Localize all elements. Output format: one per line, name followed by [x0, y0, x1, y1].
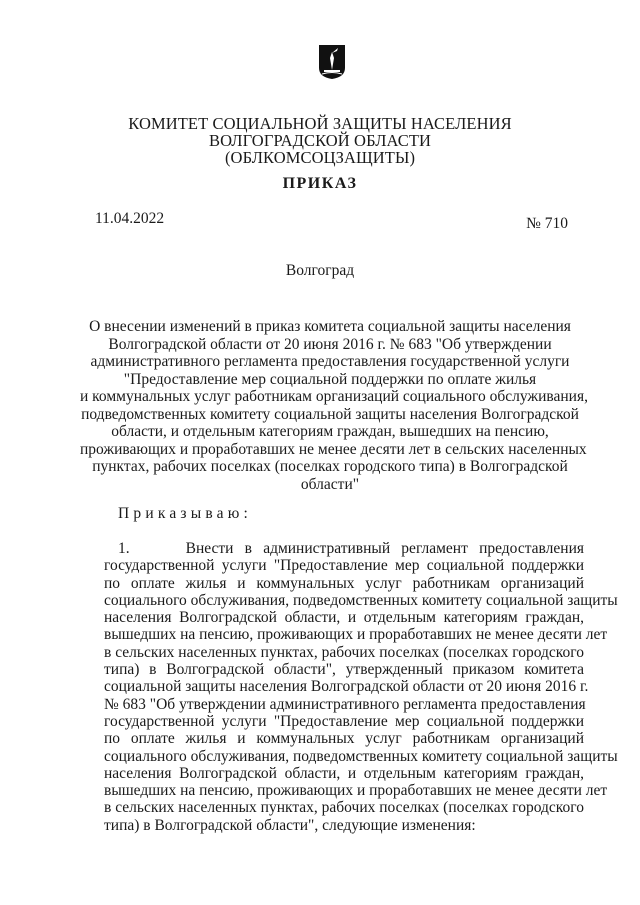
organization-name	[0, 115, 640, 166]
subject-line: и коммунальных услуг работникам организаций социального обслуживания,	[80, 388, 588, 405]
subject-line: пунктах, рабочих поселках (поселках городского типа) в Волгоградской	[92, 458, 568, 475]
document-number: № 710	[526, 215, 568, 232]
subject-line: подведомственных комитету социальной защиты населения Волгоградской	[81, 405, 579, 423]
org-abbreviation: (ОБЛКОМСОЦЗАЩИТЫ)	[224, 148, 416, 167]
document-subject	[80, 318, 588, 493]
subject-line: Волгоградской области от 20 июня 2016 г. № 683 "Об утверждении	[108, 335, 552, 353]
body-line: типа) в Волгоградской области", следующие изменения:	[104, 816, 476, 834]
body-line: населения Волгоградской области, и отдельным категориям граждан,	[104, 609, 584, 627]
body-line: населения Волгоградской области, и отдельным категориям граждан,	[104, 764, 584, 782]
body-line: по оплате жилья и коммунальных услуг работникам организаций	[104, 574, 584, 592]
subject-line: административного регламента предоставления государственной услуги	[90, 353, 570, 370]
org-line: КОМИТЕТ СОЦИАЛЬНОЙ ЗАЩИТЫ НАСЕЛЕНИЯ	[128, 114, 512, 133]
document-city: Волгоград	[285, 262, 355, 279]
subject-line: области"	[300, 475, 360, 493]
org-line: ВОЛГОГРАДСКОЙ ОБЛАСТИ	[208, 131, 432, 150]
body-line: в сельских населенных пунктах, рабочих поселках (поселках городского	[104, 643, 584, 661]
body-line: социальной защиты населения Волгоградской области от 20 июня 2016 г.	[104, 678, 589, 696]
document-body	[104, 540, 618, 834]
body-line: № 683 "Об утверждении административного регламента предоставления	[104, 695, 586, 713]
body-line: государственной услуги "Предоставление мер социальной поддержки	[104, 712, 584, 730]
document-type-heading: ПРИКАЗ	[282, 175, 358, 192]
body-line: социального обслуживания, подведомственных комитету социальной защиты	[104, 591, 618, 609]
body-line: вышедших на пенсию, проживающих и проработавших не менее десяти лет	[104, 626, 608, 644]
document-date: 11.04.2022	[95, 210, 165, 227]
subject-line: "Предоставление мер социальной поддержки по оплате жилья	[123, 370, 537, 388]
body-line: социального обслуживания, подведомственных комитету социальной защиты	[104, 747, 618, 765]
order-directive: Приказываю:	[118, 505, 253, 522]
body-line: в сельских населенных пунктах, рабочих поселках (поселках городского	[104, 799, 584, 817]
volgograd-coat-of-arms-icon	[318, 44, 346, 80]
body-line: по оплате жилья и коммунальных услуг работникам организаций	[104, 730, 584, 748]
body-line: типа) в Волгоградской области", утвержденный приказом комитета	[104, 661, 584, 679]
subject-line: области, и отдельным категориям граждан, вышедших на пенсию,	[111, 423, 549, 440]
body-line: государственной услуги "Предоставление мер социальной поддержки	[104, 557, 584, 575]
body-line: 1. Внести в административный регламент предоставления	[118, 540, 584, 557]
subject-line: О внесении изменений в приказ комитета социальной защиты населения	[89, 318, 571, 335]
subject-line: проживающих и проработавших не менее десяти лет в сельских населенных	[80, 440, 587, 458]
body-line: вышедших на пенсию, проживающих и проработавших не менее десяти лет	[104, 782, 608, 800]
